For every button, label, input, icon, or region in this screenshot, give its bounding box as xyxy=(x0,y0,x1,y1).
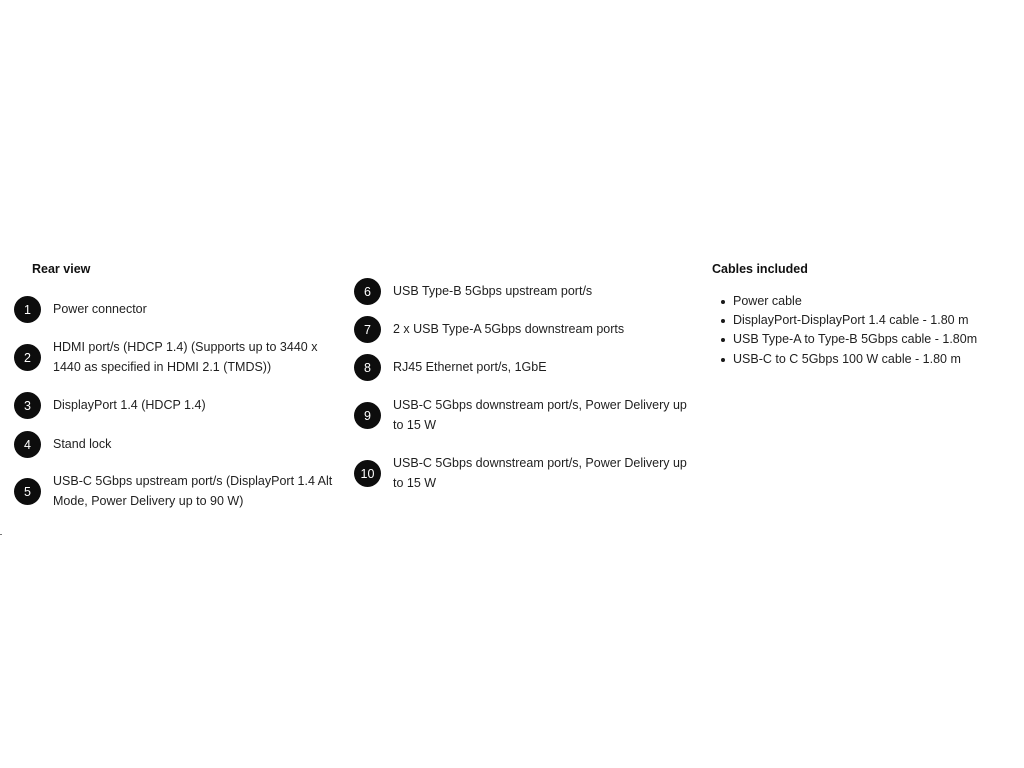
port-label: HDMI port/s (HDCP 1.4) (Supports up to 3440 x 1440 as specified in HDMI 2.1 (TMDS)) xyxy=(53,340,318,374)
port-item-3 xyxy=(14,392,344,419)
cables-included-heading: Cables included xyxy=(712,262,808,276)
port-number-badge: 2 xyxy=(14,344,41,371)
cable-list-item: Power cable xyxy=(720,292,977,311)
port-number-badge: 8 xyxy=(354,354,381,381)
port-number-badge: 9 xyxy=(354,402,381,429)
port-number-badge: 1 xyxy=(14,296,41,323)
cable-list-item: USB-C to C 5Gbps 100 W cable - 1.80 m xyxy=(720,350,977,369)
rear-view-heading: Rear view xyxy=(32,262,91,276)
port-label: RJ45 Ethernet port/s, 1GbE xyxy=(393,359,547,374)
port-item-6 xyxy=(354,278,699,305)
port-label: DisplayPort 1.4 (HDCP 1.4) xyxy=(53,397,206,412)
port-number-badge: 4 xyxy=(14,431,41,458)
port-label: USB-C 5Gbps upstream port/s (DisplayPort 1.4 Alt Mode, Power Delivery up to 90 W) xyxy=(53,474,333,508)
port-number-badge: 3 xyxy=(14,392,41,419)
port-item-4 xyxy=(14,431,344,458)
port-label: 2 x USB Type-A 5Gbps downstream ports xyxy=(393,321,625,336)
port-label: Power connector xyxy=(53,301,147,316)
port-item-2 xyxy=(14,338,344,377)
port-item-9 xyxy=(354,396,699,435)
port-item-8 xyxy=(354,354,699,381)
port-number-badge: 6 xyxy=(354,278,381,305)
cable-list-item: USB Type-A to Type-B 5Gbps cable - 1.80m xyxy=(720,330,977,349)
port-label: USB-C 5Gbps downstream port/s, Power Delivery up to 15 W xyxy=(393,456,687,490)
port-item-10 xyxy=(354,454,699,493)
port-label: Stand lock xyxy=(53,436,112,451)
port-number-badge: 7 xyxy=(354,316,381,343)
port-label: USB Type-B 5Gbps upstream port/s xyxy=(393,283,593,298)
port-number-badge: 5 xyxy=(14,478,41,505)
cable-list-item: DisplayPort-DisplayPort 1.4 cable - 1.80 m xyxy=(720,311,977,330)
port-number-badge: 10 xyxy=(354,460,381,487)
cables-list xyxy=(720,292,977,369)
port-item-5 xyxy=(14,472,350,511)
port-item-1 xyxy=(14,296,344,323)
port-label: USB-C 5Gbps downstream port/s, Power Delivery up to 15 W xyxy=(393,398,687,432)
page-edge-mark xyxy=(0,534,2,535)
port-item-7 xyxy=(354,316,699,343)
